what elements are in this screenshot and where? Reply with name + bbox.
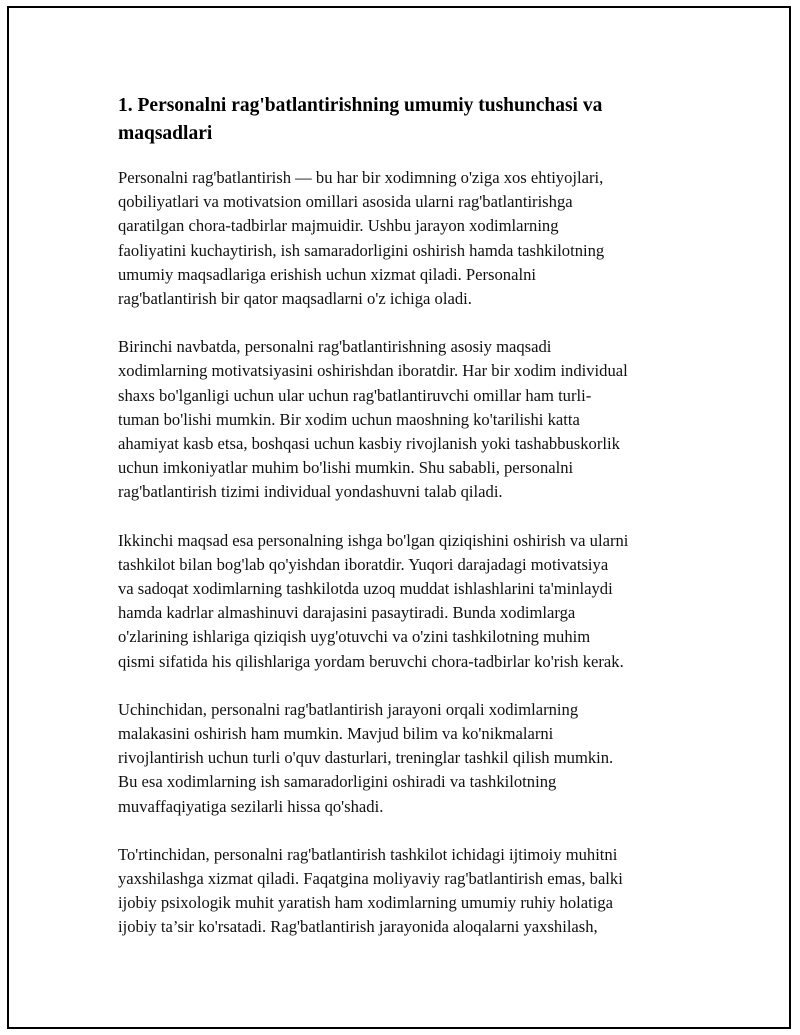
paragraph-definition: Personalni rag'batlantirish — bu har bir xodimning o'ziga xos ehtiyojlari, qobiliyatlari va motivatsion omillari asosida ularni rag'batlantirishga qaratilgan chora-tadbirlar majmuidir. Ushbu jarayon xodimlarning faoliyatini kuchaytirish, ish samaradorligini oshirish hamda tashkilotning umumiy maqsadlariga erishish uchun xizmat qiladi. Personalni rag'batlantirish bir qator maqsadlarni o'z ichiga oladi. [118,168,605,309]
paragraph-third-goal: Uchinchidan, personalni rag'batlantirish jarayoni orqali xodimlarning malakasini oshirish ham mumkin. Mavjud bilim va ko'nikmalarni rivojlantirish uchun turli o'quv dasturlari, treninglar tashkil qilish mumkin. Bu esa xodimlarning ish samaradorligini oshiradi va tashkilotning muvaffaqiyatiga sezilarli hissa qo'shadi. [118,699,614,816]
document-body [118,92,690,964]
paragraph-fourth-goal: To'rtinchidan, personalni rag'batlantirish tashkilot ichidagi ijtimoiy muhitni yaxshilashga xizmat qiladi. Faqatgina moliyaviy rag'batlantirish emas, balki ijobiy psixologik muhit yaratish ham xodimlarning umumiy ruhiy holatiga ijobiy ta’sir ko'rsatadi. Rag'batlantirish jarayonida aloqalarni yaxshilash, [118,844,623,937]
paragraph-second-goal: Ikkinchi maqsad esa personalning ishga bo'lgan qiziqishini oshirish va ularni tashkilot bilan bog'lab qo'yishdan iboratdir. Yuqori darajadagi motivatsiya va sadoqat xodimlarning tashkilotda uzoq muddat ishlashlarini ta'minlaydi hamda kadrlar almashinuvi darajasini pasaytiradi. Bunda xodimlarga o'zlarining ishlariga qiziqish uyg'otuvchi va o'zini tashkilotning muhim qismi sifatida his qilishlariga yordam beruvchi chora-tadbirlar ko'rish kerak. [118,530,629,671]
section-heading: 1. Personalni rag'batlantirishning umumiy tushunchasi va maqsadlari [118,95,603,144]
paragraph-first-goal: Birinchi navbatda, personalni rag'batlantirishning asosiy maqsadi xodimlarning motivatsiyasini oshirishdan iboratdir. Har bir xodim individual shaxs bo'lganligi uchun ular uchun rag'batlantiruvchi omillar ham turli- tuman bo'lishi mumkin. Bir xodim uchun maoshning ko'tarilishi katta ahamiyat kasb etsa, boshqasi uchun kasbiy rivojlanish yoki tashabbuskorlik uchun imkoniyatlar muhim bo'lishi mumkin. Shu sababli, personalni rag'batlantirish tizimi individual yondashuvni talab qiladi. [118,337,628,502]
